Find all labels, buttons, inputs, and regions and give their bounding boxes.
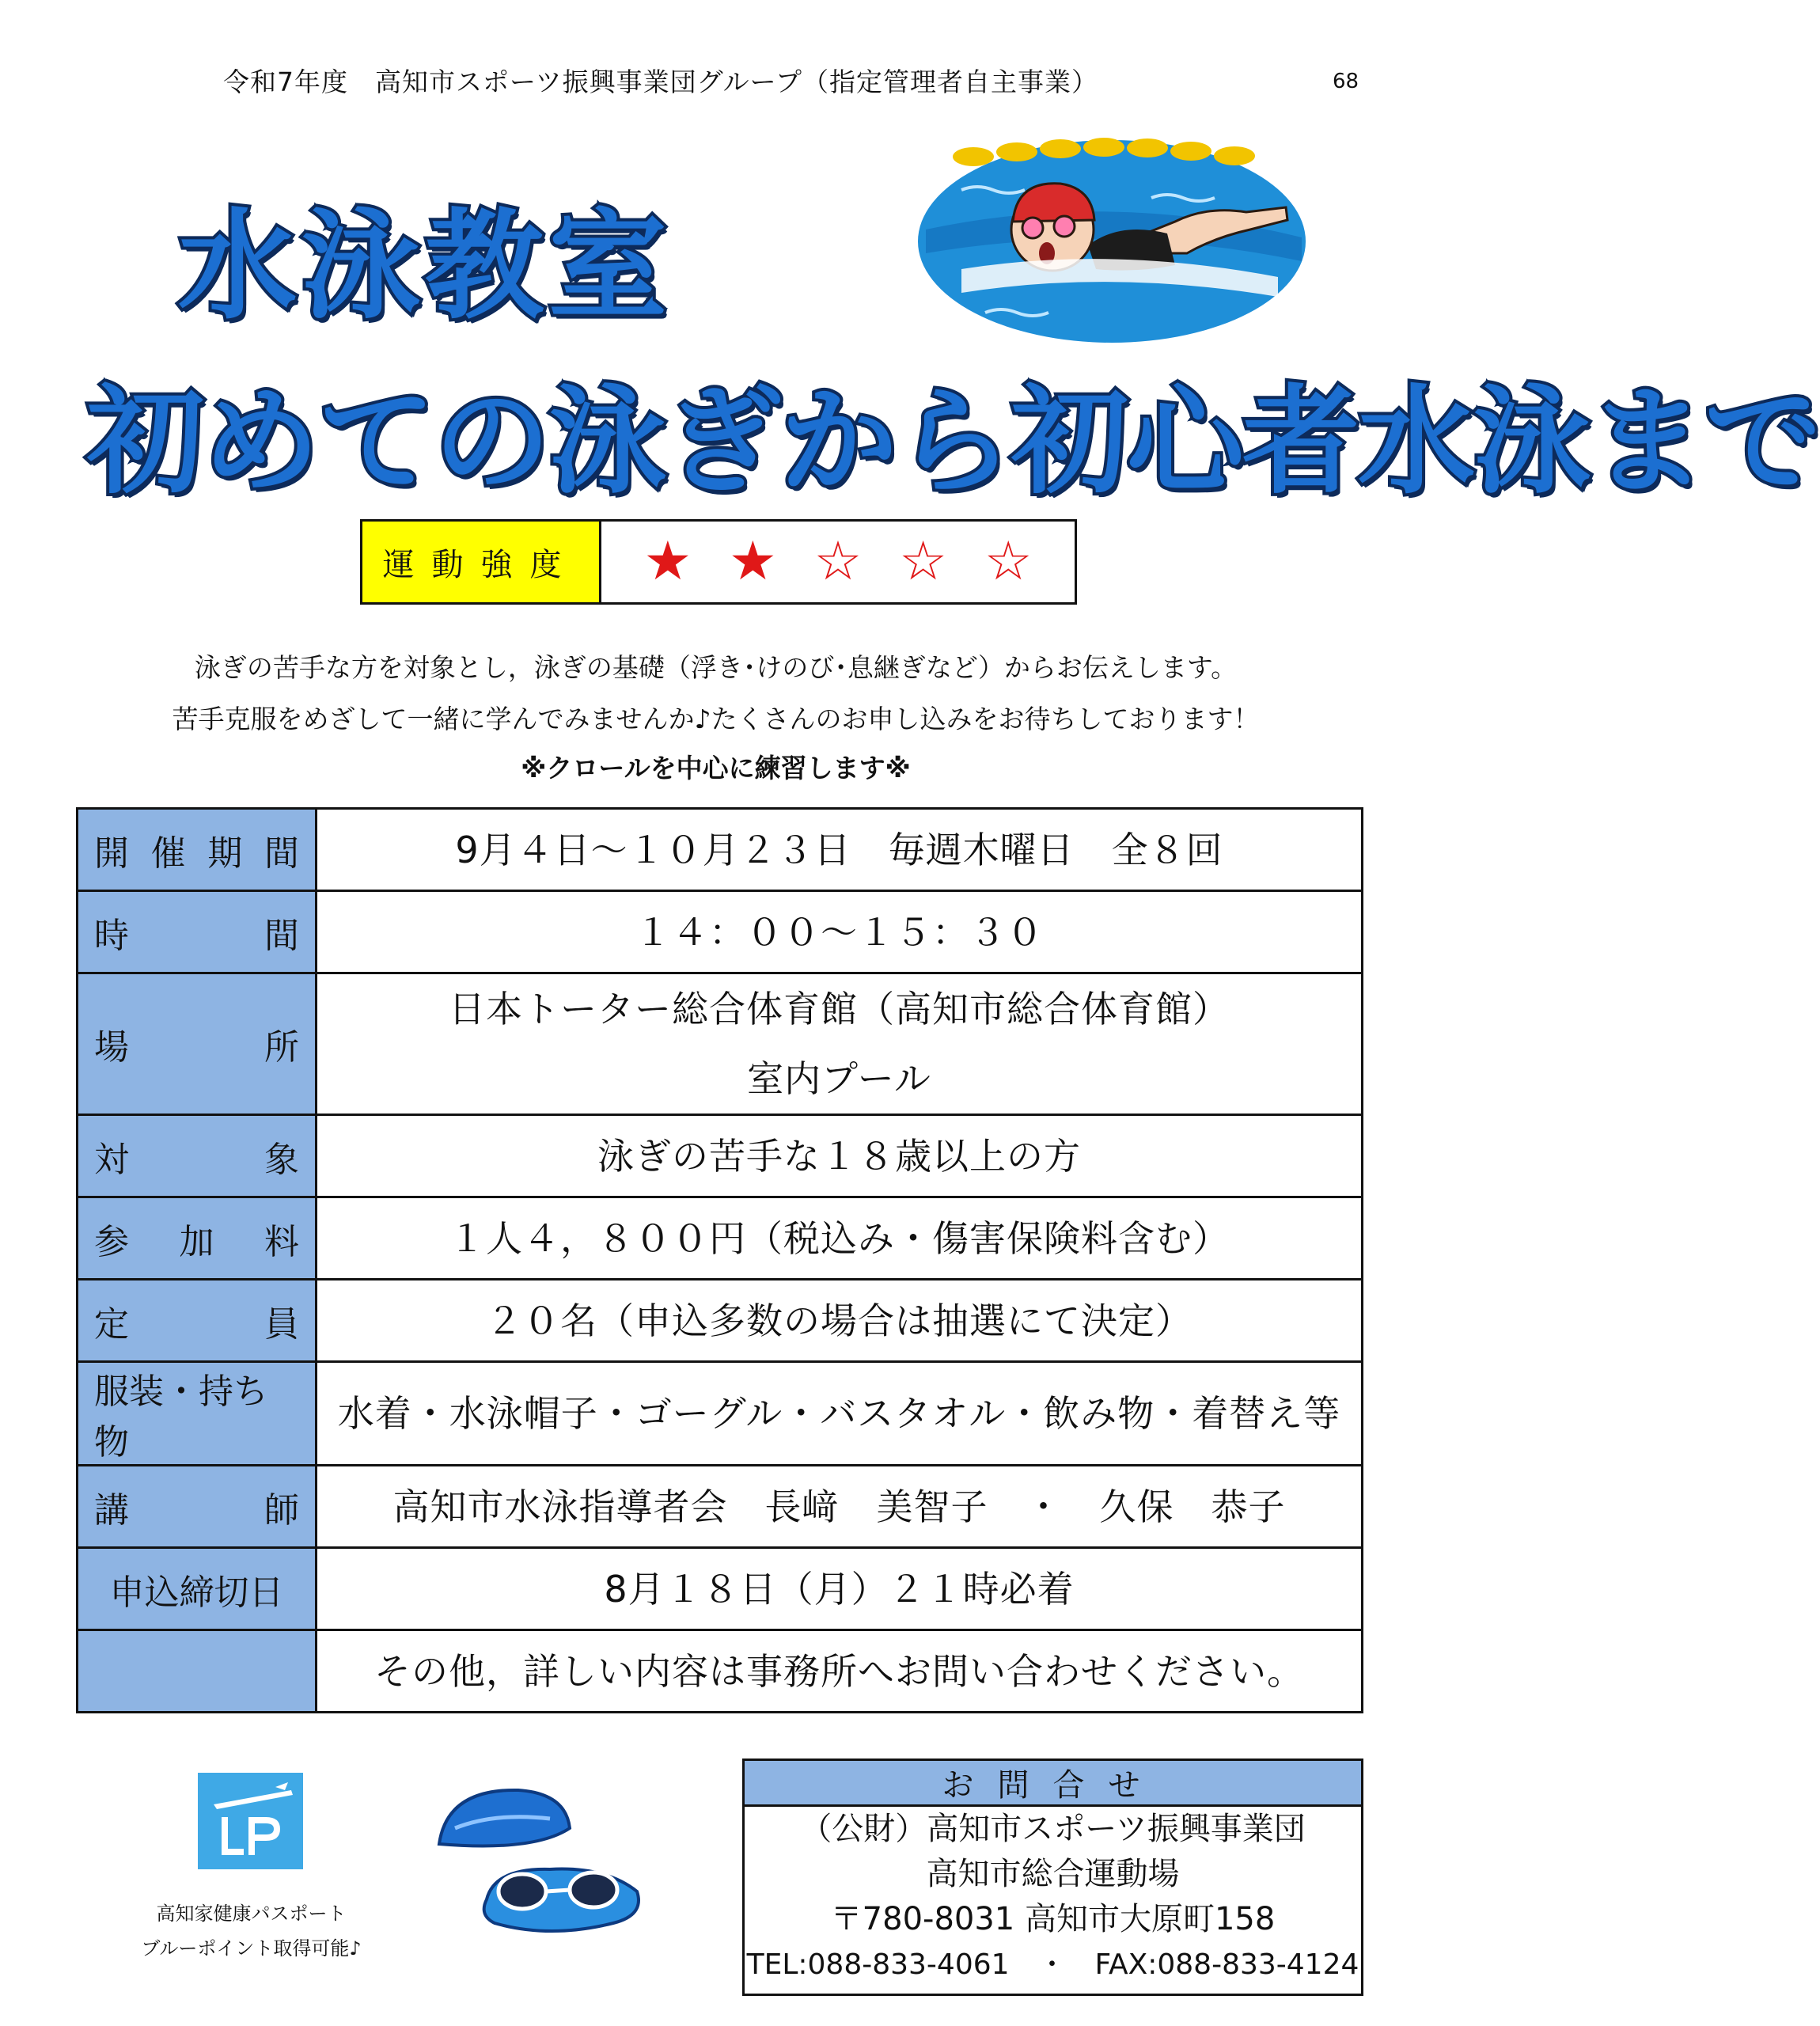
info-row-label-char: 服装・持ち物 xyxy=(94,1372,268,1463)
title-main: 水泳教室 xyxy=(178,198,673,336)
info-row-value xyxy=(317,1197,1363,1280)
swimmer-illustration xyxy=(914,135,1310,348)
info-row-value xyxy=(317,1362,1363,1466)
info-row-label-char: 開 xyxy=(94,833,129,874)
intensity-star-1: ★ xyxy=(643,530,692,593)
page-number: 68 xyxy=(1333,70,1359,93)
contact-phone-fax: TEL:088-833-4061 ・ FAX:088-833-4124 xyxy=(746,1948,1359,1981)
header-line: 令和7年度 高知市スポーツ振興事業団グループ（指定管理者自主事業） xyxy=(223,66,1099,97)
intro-line-1: 泳ぎの苦手な方を対象とし，泳ぎの基礎（浮き･けのび･息継ぎなど）からお伝えします。 xyxy=(194,652,1238,683)
info-row-label-char: 参 xyxy=(94,1221,129,1262)
info-row-value-line: １人４，８００円（税込み・傷害保険料含む） xyxy=(449,1216,1230,1260)
info-row-label-char: 師 xyxy=(264,1489,299,1531)
info-row-value xyxy=(317,809,1363,891)
info-row-label xyxy=(78,1115,317,1197)
info-row-label-char: 員 xyxy=(264,1303,299,1345)
info-row-label-char: 時 xyxy=(94,915,129,956)
info-row-label xyxy=(78,1630,317,1713)
contact-address: 〒780-8031 高知市大原町158 xyxy=(830,1901,1276,1937)
info-row-value xyxy=(317,891,1363,973)
info-row-label xyxy=(78,809,317,891)
info-row xyxy=(78,1630,1363,1713)
intensity-star-4: ☆ xyxy=(899,530,948,593)
info-row-label xyxy=(78,1466,317,1548)
info-row-value-line: 8月１８日（月）２１時必着 xyxy=(604,1567,1075,1611)
info-row-value xyxy=(317,1280,1363,1362)
info-row xyxy=(78,1197,1363,1280)
info-row-label xyxy=(78,1362,317,1466)
intensity-label: 運動強度 xyxy=(362,522,601,602)
exercise-intensity xyxy=(360,519,1077,605)
info-row-label-char: 講 xyxy=(94,1489,129,1531)
info-row-value xyxy=(317,1630,1363,1713)
passport-logo xyxy=(198,1773,303,1869)
info-row-label-char: 対 xyxy=(94,1139,129,1180)
info-row xyxy=(78,1548,1363,1630)
passport-caption-1: 高知家健康パスポート xyxy=(156,1903,347,1925)
info-row-label xyxy=(78,973,317,1115)
info-row-value-line: １４：００～１５：３０ xyxy=(635,910,1044,954)
intensity-star-3: ☆ xyxy=(813,530,863,593)
info-row-label-char: 料 xyxy=(264,1221,299,1262)
info-row-value xyxy=(317,1466,1363,1548)
info-row-label-char: 定 xyxy=(94,1303,129,1345)
info-row xyxy=(78,891,1363,973)
info-row-label xyxy=(78,1280,317,1362)
info-row-label-char: 期 xyxy=(207,833,243,874)
intensity-star-5: ☆ xyxy=(984,530,1033,593)
contact-box xyxy=(742,1759,1363,1996)
info-row-label-char: 加 xyxy=(179,1221,214,1262)
info-row-value-line: 9月４日～１０月２３日 毎週木曜日 全８回 xyxy=(455,828,1223,871)
event-info-table xyxy=(76,807,1363,1713)
swim-cap-goggles-illustration xyxy=(431,1781,661,1939)
info-row-value-line: ２０名（申込多数の場合は抽選にて決定） xyxy=(486,1299,1192,1342)
info-row-label-char: 催 xyxy=(150,833,186,874)
info-row-label xyxy=(78,1548,317,1630)
intensity-star-2: ★ xyxy=(728,530,777,593)
info-row xyxy=(78,1362,1363,1466)
contact-organization: （公財）高知市スポーツ振興事業団 xyxy=(800,1811,1306,1847)
info-row-value-line: 泳ぎの苦手な１８歳以上の方 xyxy=(597,1134,1081,1178)
info-row-label-char: 申込締切日 xyxy=(109,1572,284,1613)
info-row-label-char: 場 xyxy=(94,1027,129,1068)
passport-caption-2: ブルーポイント取得可能♪ xyxy=(141,1937,362,1960)
info-row-label-char: 間 xyxy=(264,915,299,956)
info-row-label-char: 間 xyxy=(264,833,299,874)
info-row-value-line: 高知市水泳指導者会 長﨑 美智子 ・ 久保 恭子 xyxy=(392,1485,1286,1528)
info-row xyxy=(78,809,1363,891)
title-sub: 初めての泳ぎから初心者水泳まで xyxy=(87,374,1820,510)
info-row xyxy=(78,1466,1363,1548)
contact-venue: 高知市総合運動場 xyxy=(926,1856,1180,1892)
info-row-value-line: 日本トーター総合体育館（高知市総合体育館） xyxy=(449,988,1230,1030)
info-row-label xyxy=(78,1197,317,1280)
intro-line-2: 苦手克服をめざして一緒に学んでみませんか♪たくさんのお申し込みをお待ちしております！ xyxy=(172,704,1260,734)
info-row xyxy=(78,1280,1363,1362)
info-row-value xyxy=(317,1548,1363,1630)
info-row-value xyxy=(317,973,1363,1115)
info-row-value-line: その他，詳しい内容は事務所へお問い合わせください。 xyxy=(374,1649,1304,1693)
contact-heading: お問合せ xyxy=(745,1761,1361,1807)
intensity-stars xyxy=(601,522,1075,602)
info-row xyxy=(78,1115,1363,1197)
info-row-value xyxy=(317,1115,1363,1197)
info-row-value-line: 室内プール xyxy=(747,1057,931,1100)
info-row xyxy=(78,973,1363,1115)
info-row-label xyxy=(78,891,317,973)
info-row-label-char: 象 xyxy=(264,1139,299,1180)
intro-note: ※クロールを中心に練習します※ xyxy=(521,753,911,783)
info-row-label-char: 所 xyxy=(264,1027,299,1068)
info-row-value-line: 水着・水泳帽子・ゴーグル・バスタオル・飲み物・着替え等 xyxy=(337,1392,1341,1435)
